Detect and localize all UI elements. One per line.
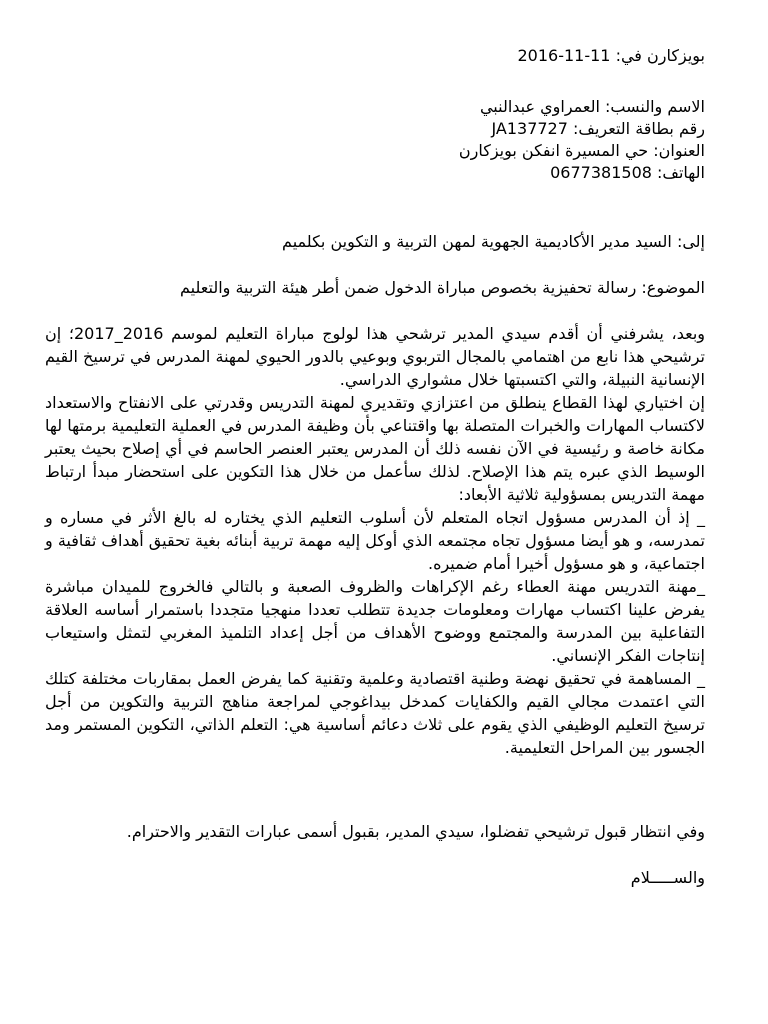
subject-line: الموضوع: رسالة تحفيزية بخصوص مباراة الدخول ضمن أطر هيئة التربية والتعليم xyxy=(180,278,705,297)
body-paragraph-point-1: _ إذ أن المدرس مسؤول اتجاه المتعلم لأن أسلوب التعليم الذي يختاره له بالغ الأثر في مساره و تمدرسه، و هو أيضا مسؤول تجاه مجتمعه الذي أوكل إليه مهمة تربية أبنائه بغية تحقيق أهداف ثقافية و اجتماعية، و هو مسؤول أخيرا أمام ضميره. xyxy=(45,508,705,573)
phone-line xyxy=(459,162,705,184)
id-label: رقم بطاقة التعريف: xyxy=(573,119,705,138)
date-value: 2016-11-11 xyxy=(517,46,611,65)
name-label: الاسم والنسب: xyxy=(605,97,705,116)
applicant-info xyxy=(459,96,705,184)
body-paragraph-point-3: _ المساهمة في تحقيق نهضة وطنية اقتصادية وعلمية وتقنية كما يفرض العمل بمقاربات مختلفة كتلك التي اعتمدت مجالي القيم والكفايات كمدخل بيداغوجي لمراجعة مناهج التربية والتكوين من أجل ترسيخ التعليم الوظيفي الذي يقوم على ثلاث دعائم أساسية هي: التعلم الذاتي، التكوين المستمر ومد الجسور بين المراحل التعليمية. xyxy=(45,669,705,757)
name-value: العمراوي عبدالنبي xyxy=(479,97,600,116)
body-paragraph-motivation: إن اختياري لهذا القطاع ينطلق من اعتزازي وتقديري لمهنة التدريس وقدرتي على الانفتاح والاستعداد لاكتساب المهارات والخبرات المتصلة بها واقتناعي بأن وظيفة المدرس في العملية التعليمية برمتها لها مكانة خاصة و رئيسية في الآن نفسه ذلك أن المدرس يعتبر العنصر الحاسم في أي إصلاح بحيث يعتبر الوسيط الذي عبره يتم هذا الإصلاح. لذلك سأعمل من خلال هذا التكوين على استحضار مبدأ ارتباط مهمة التدريس بمسؤولية ثلاثية الأبعاد: xyxy=(45,393,705,504)
salutation-line: والســـــلام xyxy=(630,868,705,887)
letter-body xyxy=(45,322,705,759)
address-label: العنوان: xyxy=(653,141,705,160)
name-line xyxy=(459,96,705,118)
id-line xyxy=(459,118,705,140)
body-paragraph-point-2: _مهنة التدريس مهنة العطاء رغم الإكراهات والظروف الصعبة و بالتالي فالخروج للميدان مباشرة يفرض علينا اكتساب مهارات ومعلومات جديدة تتطلب تعددا منهجيا متجددا باستمرار أساسه العلاقة التفاعلية بين المدرسة والمجتمع ووضوح الأهداف من أجل إعداد التلميذ المغربي لتمثل واستيعاب إنتاجات الفكر الإنساني. xyxy=(45,577,705,665)
body-paragraph-intro: وبعد، يشرفني أن أقدم سيدي المدير ترشحي هذا لولوج مباراة التعليم لموسم 2016_2017؛ إن ترشيحي هذا نابع من اهتمامي بالمجال التربوي وبوعيي بالدور الحيوي لمهنة المدرس في ترسيخ القيم الإنسانية النبيلة، والتي اكتسبتها خلال مشواري الدراسي. xyxy=(45,324,705,389)
id-value: JA137727 xyxy=(491,119,568,138)
address-line xyxy=(459,140,705,162)
phone-value: 0677381508 xyxy=(550,163,652,182)
recipient-line: إلى: السيد مدير الأكاديمية الجهوية لمهن التربية و التكوين بكلميم xyxy=(282,232,705,251)
address-value: حي المسيرة انفكن بويزكارن xyxy=(458,141,649,160)
closing-line: وفي انتظار قبول ترشيحي تفضلوا، سيدي المدير، بقبول أسمى عبارات التقدير والاحترام. xyxy=(126,822,705,841)
phone-label: الهاتف: xyxy=(657,163,705,182)
date-label: بويزكارن في: xyxy=(615,46,705,65)
date-line xyxy=(517,46,705,65)
